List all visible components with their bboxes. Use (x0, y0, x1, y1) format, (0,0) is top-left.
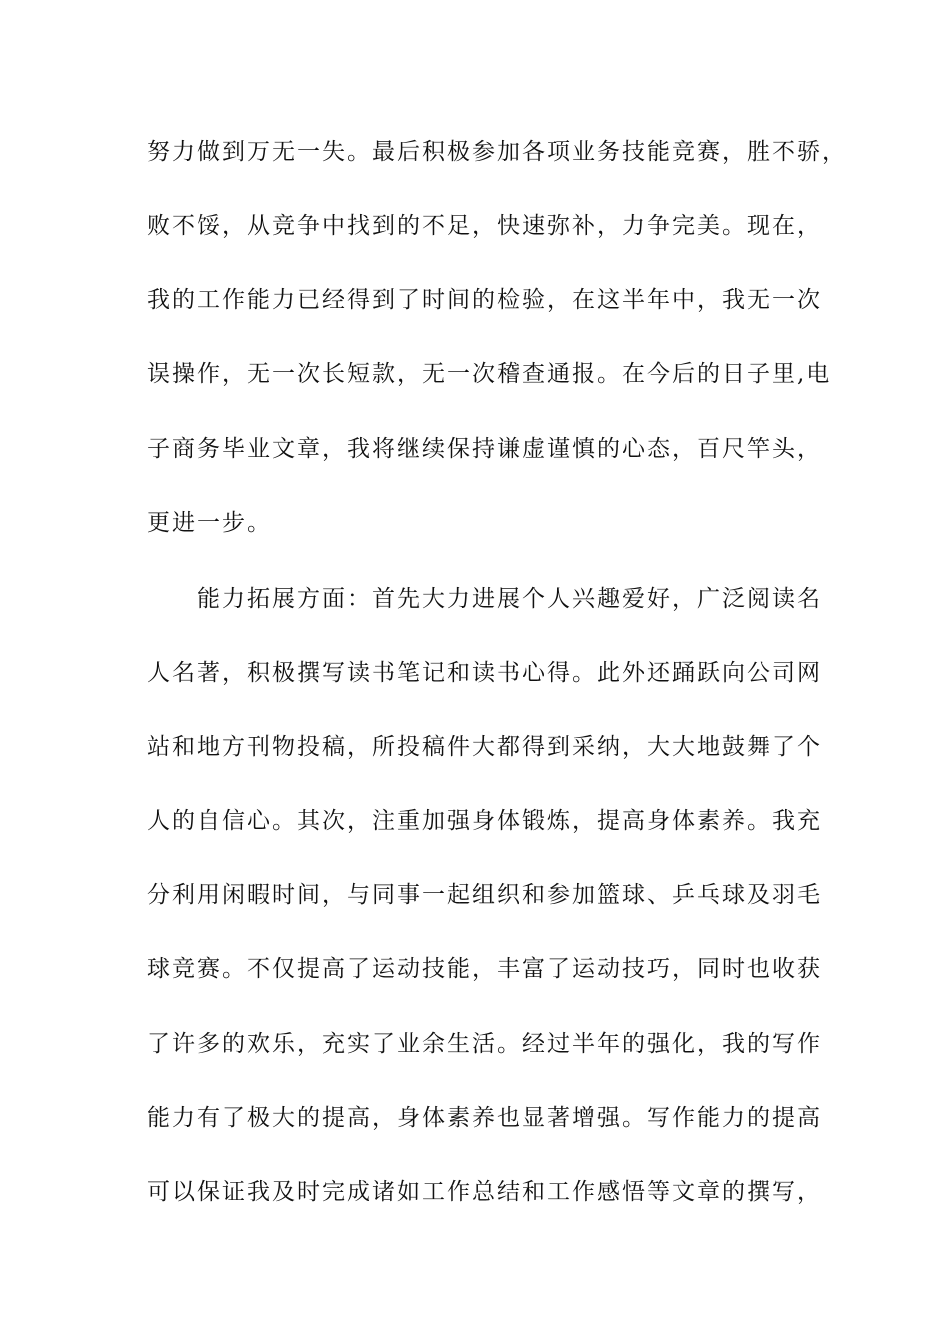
paragraph-1-line-3: 我的工作能力已经得到了时间的检验，在这半年中，我无一次 (147, 287, 822, 313)
paragraph-2-line-2: 人名著，积极撰写读书笔记和读书心得。此外还踊跃向公司网 (147, 660, 822, 686)
paragraph-2-line-6: 球竞赛。不仅提高了运动技能，丰富了运动技巧，同时也收获 (147, 956, 822, 982)
paragraph-2-line-3: 站和地方刊物投稿，所投稿件大都得到采纳，大大地鼓舞了个 (147, 734, 822, 760)
paragraph-2-line-7: 了许多的欢乐，充实了业余生活。经过半年的强化，我的写作 (147, 1031, 822, 1057)
paragraph-2-line-4: 人的自信心。其次，注重加强身体锻炼，提高身体素养。我充 (147, 808, 822, 834)
paragraph-1-line-4: 误操作，无一次长短款，无一次稽查通报。在今后的日子里,电 (147, 361, 832, 387)
paragraph-2-line-9: 可以保证我及时完成诸如工作总结和工作感悟等文章的撰写， (147, 1179, 822, 1205)
paragraph-1-line-5: 子商务毕业文章，我将继续保持谦虚谨慎的心态，百尺竿头， (147, 436, 822, 462)
paragraph-1-line-6: 更进一步。 (147, 510, 272, 536)
paragraph-2-line-8: 能力有了极大的提高，身体素养也显著增强。写作能力的提高 (147, 1105, 822, 1131)
paragraph-2-line-5: 分利用闲暇时间，与同事一起组织和参加篮球、乒乓球及羽毛 (147, 882, 822, 908)
paragraph-2-line-1: 能力拓展方面：首先大力进展个人兴趣爱好，广泛阅读名 (197, 586, 822, 612)
paragraph-1-line-1: 努力做到万无一失。最后积极参加各项业务技能竞赛，胜不骄， (147, 139, 847, 165)
paragraph-1-line-2: 败不馁，从竞争中找到的不足，快速弥补，力争完美。现在， (147, 213, 822, 239)
